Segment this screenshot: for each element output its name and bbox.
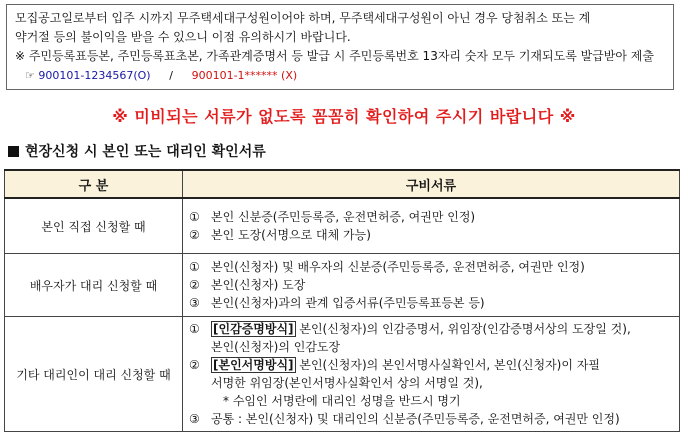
item-number: ② <box>189 228 200 242</box>
row-category: 기타 대리인이 대리 신청할 때 <box>5 317 183 432</box>
table-header-row <box>5 170 680 198</box>
section-title <box>8 141 266 161</box>
example-incorrect: 900101-1****** (X) <box>191 69 298 82</box>
section-title-text: 현장신청 시 본인 또는 대리인 확인서류 <box>25 144 266 160</box>
header-documents: 구비서류 <box>183 170 680 198</box>
header-category: 구 분 <box>5 170 183 198</box>
table-row <box>5 198 680 254</box>
list-item <box>189 294 675 312</box>
item-number: ③ <box>189 296 200 310</box>
table-row <box>5 254 680 317</box>
list-item <box>189 208 675 226</box>
row-items <box>183 317 680 432</box>
list-item <box>189 258 675 276</box>
item-text: 본인(신청자)과의 관계 입증서류(주민등록표등본 등) <box>211 296 485 310</box>
example-correct: 900101-1234567(O) <box>38 69 151 82</box>
item-text: 본인(신청자) 도장 <box>211 278 306 292</box>
method-label: [인감증명방식] <box>213 322 294 336</box>
square-bullet-icon <box>8 146 19 157</box>
item-continuation: 본인(신청자)의 인감도장 <box>211 340 341 354</box>
row-category: 배우자가 대리 신청할 때 <box>5 254 183 317</box>
item-text: 본인 신분증(주민등록증, 운전면허증, 여권만 인정) <box>211 210 476 224</box>
notice-line-2: 약거절 등의 불이익을 받을 수 있으니 이점 유의하시기 바랍니다. <box>15 30 351 44</box>
documents-table <box>4 169 680 432</box>
item-text-main: 본인(신청자)의 본인서명사실확인서, 본인(신청자)이 자필 <box>295 358 600 372</box>
notice-line-3: ※ 주민등록표등본, 주민등록표초본, 가족관계증명서 등 발급 시 주민등록번호 13자리 숫자 모두 기재되도록 발급받아 제출 <box>15 49 654 63</box>
method-label: [본인서명방식] <box>213 358 294 372</box>
notice-box <box>6 4 674 90</box>
item-text <box>211 320 631 338</box>
table-row <box>5 317 680 432</box>
list-item <box>189 226 675 244</box>
item-note: * 수임인 서명란에 대리인 성명을 반드시 명기 <box>223 394 461 408</box>
list-item <box>189 410 675 428</box>
item-text: 본인(신청자) 및 배우자의 신분증(주민등록증, 운전면허증, 여권만 인정) <box>211 260 585 274</box>
example-separator: / <box>169 69 173 82</box>
item-number: ② <box>189 358 200 372</box>
item-text <box>211 356 600 374</box>
notice-line-1: 모집공고일로부터 입주 시까지 무주택세대구성원이어야 하며, 무주택세대구성원이 아닌 경우 당첨취소 또는 계 <box>15 11 591 25</box>
item-continuation: 서명한 위임장(본인서명사실확인서 상의 서명일 것), <box>211 376 483 390</box>
item-text: 공통 : 본인(신청자) 및 대리인의 신분증(주민등록증, 운전면허증, 여권만 인정) <box>211 412 620 426</box>
list-item <box>189 320 675 338</box>
item-text: 본인 도장(서명으로 대체 가능) <box>211 228 371 242</box>
list-item <box>189 276 675 294</box>
item-number: ③ <box>189 412 200 426</box>
item-number: ① <box>189 322 200 336</box>
row-items <box>183 198 680 254</box>
row-items <box>183 254 680 317</box>
item-number: ① <box>189 210 200 224</box>
pointing-hand-icon: ☞ <box>25 69 35 82</box>
example-line <box>15 66 665 85</box>
item-number: ① <box>189 260 200 274</box>
warning-banner: ※ 미비되는 서류가 없도록 꼼꼼히 확인하여 주시기 바랍니다 ※ <box>112 107 576 126</box>
list-item <box>189 356 675 374</box>
item-text-main: 본인(신청자)의 인감증명서, 위임장(인감증명서상의 도장일 것), <box>295 322 631 336</box>
item-number: ② <box>189 278 200 292</box>
row-category: 본인 직접 신청할 때 <box>5 198 183 254</box>
